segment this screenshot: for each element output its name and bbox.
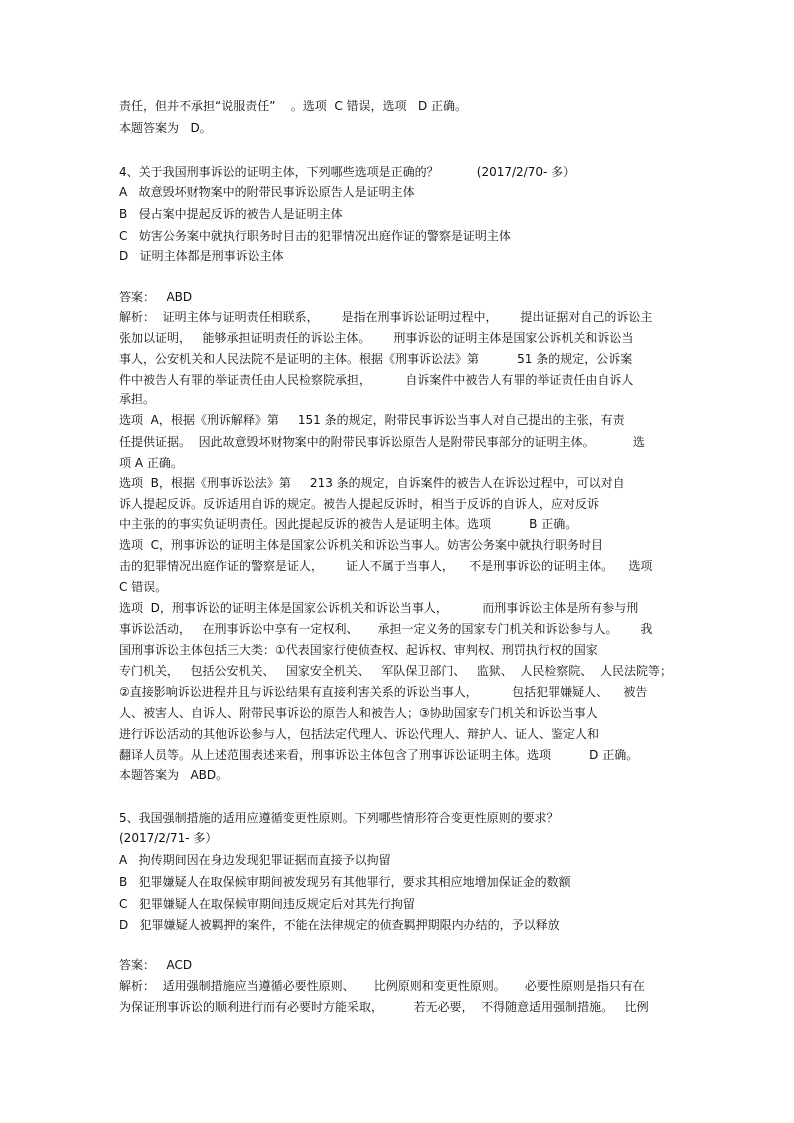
text-line: 为保证刑事诉讼的顺利进行而有必要时方能采取， 若无必要， 不得随意适用强制措施。 比例 [119, 1000, 649, 1014]
text-line: 本题答案为 D。 [119, 121, 212, 135]
question-5-option-a: A 拘传期间因在身边发现犯罪证据而直接予以拘留 [119, 853, 391, 867]
question-4-option-d: D 证明主体都是刑事诉讼主体 [119, 249, 284, 263]
text-line: C 错误。 [119, 580, 168, 594]
text-line: 选项 B，根据《刑事诉讼法》第 213 条的规定，自诉案件的被告人在诉讼过程中，可以对自 [119, 476, 625, 490]
question-4-option-c: C 妨害公务案中就执行职务时目击的犯罪情况出庭作证的警察是证明主体 [119, 229, 511, 243]
question-5-option-d: D 犯罪嫌疑人被羁押的案件，不能在法律规定的侦查羁押期限内办结的，予以释放 [119, 918, 560, 932]
question-5-answer: 答案： ACD [119, 958, 193, 972]
text-line: 诉人提起反诉。反诉适用自诉的规定。被告人提起反诉时，相当于反诉的自诉人，应对反诉 [119, 497, 600, 511]
question-5-option-c: C 犯罪嫌疑人在取保候审期间违反规定后对其先行拘留 [119, 897, 415, 911]
text-line: 项 A 正确。 [119, 456, 183, 470]
text-line: 翻译人员等。从上述范围表述来看，刑事诉讼主体包含了刑事诉讼证明主体。选项 D 正确。 [119, 748, 639, 762]
text-line: 选项 D，刑事诉讼的证明主体是国家公诉机关和诉讼当事人， 而刑事诉讼主体是所有参与刑 [119, 601, 639, 615]
text-line: 人、被害人、自诉人、附带民事诉讼的原告人和被告人；③协助国家专门机关和诉讼当事人 [119, 706, 598, 720]
text-line: 解析： 证明主体与证明责任相联系， 是指在刑事诉讼证明过程中， 提出证据对自己的诉讼主 [119, 310, 653, 324]
question-5-option-b: B 犯罪嫌疑人在取保候审期间被发现另有其他罪行，要求其相应地增加保证金的数额 [119, 875, 571, 889]
question-4-answer: 答案： ABD [119, 290, 193, 304]
question-4-option-a: A 故意毁坏财物案中的附带民事诉讼原告人是证明主体 [119, 185, 415, 199]
text-line: 专门机关， 包括公安机关、 国家安全机关、 军队保卫部门、 监狱、 人民检察院、 人民法院等； [119, 664, 673, 678]
text-line: 中主张的的事实负证明责任。因此提起反诉的被告人是证明主体。选项 B 正确。 [119, 517, 578, 531]
text-line: ②直接影响诉讼进程并且与诉讼结果有直接利害关系的诉讼当事人， 包括犯罪嫌疑人、 被告 [119, 685, 648, 699]
text-line: 选项 C，刑事诉讼的证明主体是国家公诉机关和诉讼当事人。妨害公务案中就执行职务时目 [119, 538, 604, 552]
text-line: 事诉讼活动， 在刑事诉讼中享有一定权利、 承担一定义务的国家专门机关和诉讼参与人。 我 [119, 622, 653, 636]
text-line: 张加以证明， 能够承担证明责任的诉讼主体。 刑事诉讼的证明主体是国家公诉机关和诉讼当 [119, 331, 634, 345]
text-line: 事人，公安机关和人民法院不是证明的主体。根据《刑事诉讼法》第 51 条的规定，公诉案 [119, 352, 633, 366]
text-line: 本题答案为 ABD。 [119, 768, 229, 782]
text-line: 责任，但并不承担“说服责任” 。选项 C 错误，选项 D 正确。 [119, 99, 468, 113]
text-line: 进行诉讼活动的其他诉讼参与人，包括法定代理人、诉讼代理人、辩护人、证人、鉴定人和 [119, 727, 600, 741]
text-line: 选项 A，根据《刑诉解释》第 151 条的规定，附带民事诉讼当事人对自己提出的主张，有责 [119, 413, 625, 427]
text-line: 国刑事诉讼主体包括三大类：①代表国家行使侦查权、起诉权、审判权、刑罚执行权的国家 [119, 643, 598, 657]
text-line: 解析： 适用强制措施应当遵循必要性原则、 比例原则和变更性原则。 必要性原则是指只有在 [119, 979, 645, 993]
question-5-source: (2017/2/71- 多） [119, 831, 218, 845]
question-5-stem: 5、我国强制措施的适用应遵循变更性原则。下列哪些情形符合变更性原则的要求？ [119, 811, 559, 825]
question-4-option-b: B 侵占案中提起反诉的被告人是证明主体 [119, 207, 343, 221]
text-line: 件中被告人有罪的举证责任由人民检察院承担， 自诉案件中被告人有罪的举证责任由自诉人 [119, 373, 634, 387]
text-line: 承担。 [119, 392, 156, 406]
text-line: 任提供证据。 因此故意毁坏财物案中的附带民事诉讼原告人是附带民事部分的证明主体。 选 [119, 435, 645, 449]
question-4-stem: 4、关于我国刑事诉讼的证明主体，下列哪些选项是正确的？ (2017/2/70- 多） [119, 165, 576, 179]
text-line: 击的犯罪情况出庭作证的警察是证人， 证人不属于当事人， 不是刑事诉讼的证明主体。 选项 [119, 559, 653, 573]
